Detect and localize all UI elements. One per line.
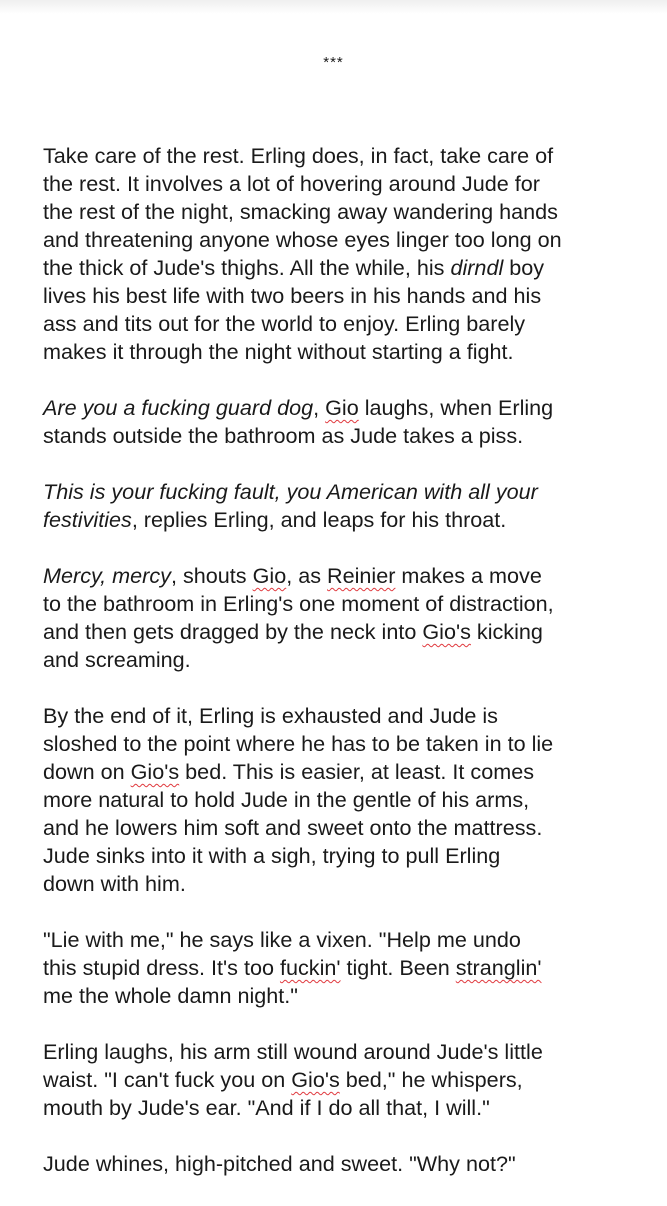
text-line [43, 394, 643, 422]
paragraph [43, 702, 643, 898]
text-line [43, 562, 643, 590]
text-line [43, 870, 643, 898]
text-line [43, 982, 643, 1010]
text-line [43, 926, 643, 954]
text-line [43, 170, 643, 198]
spellcheck-word: Gio's [130, 759, 180, 784]
paragraph [43, 1038, 643, 1122]
text-segment: makes it through the night without starting a fight. [43, 339, 514, 364]
text-segment: more natural to hold Jude in the gentle of his arms, [43, 787, 530, 812]
text-line [43, 1150, 643, 1178]
text-segment: and threatening anyone whose eyes linger too long on [43, 227, 562, 252]
text-segment: the rest. It involves a lot of hovering around Jude for [43, 171, 540, 196]
text-line [43, 702, 643, 730]
text-segment: and then gets dragged by the neck into [43, 619, 423, 644]
text-line [43, 254, 643, 282]
italic-text: This is your fucking fault, you American with all your [43, 479, 538, 504]
text-segment: the thick of Jude's thighs. All the while, his [43, 255, 451, 280]
text-line [43, 310, 643, 338]
text-line [43, 954, 643, 982]
spellcheck-word: fuckin' [279, 955, 341, 980]
text-segment: Erling laughs, his arm still wound around Jude's little [43, 1039, 543, 1064]
text-segment: , shouts [170, 563, 253, 588]
italic-text: dirndl [450, 255, 504, 280]
text-segment: Take care of the rest. Erling does, in fact, take care of [43, 143, 554, 168]
text-line [43, 506, 643, 534]
italic-text: festivities [43, 507, 132, 532]
text-line [43, 142, 643, 170]
spellcheck-word: Gio [252, 563, 287, 588]
text-segment: "Lie with me," he says like a vixen. "Help me undo [43, 927, 521, 952]
paragraph [43, 926, 643, 1010]
italic-text: Mercy, mercy [43, 563, 171, 588]
text-line [43, 338, 643, 366]
text-line [43, 1066, 643, 1094]
text-line [43, 226, 643, 254]
text-line [43, 422, 643, 450]
text-segment: boy [503, 255, 545, 280]
italic-text: Are you a fucking guard dog [43, 395, 314, 420]
paragraph [43, 562, 643, 674]
text-segment: to the bathroom in Erling's one moment of distraction, [43, 591, 554, 616]
text-segment: this stupid dress. It's too [43, 955, 280, 980]
text-segment: sloshed to the point where he has to be taken in to lie [43, 731, 554, 756]
paragraph [43, 394, 643, 450]
text-segment: , as [286, 563, 328, 588]
text-segment: tight. Been [340, 955, 456, 980]
text-segment: waist. "I can't fuck you on [43, 1067, 292, 1092]
text-segment: lives his best life with two beers in his hands and his [43, 283, 542, 308]
text-segment: Jude sinks into it with a sigh, trying to pull Erling [43, 843, 501, 868]
text-line [43, 730, 643, 758]
text-line [43, 646, 643, 674]
text-line [43, 282, 643, 310]
scene-separator: *** [323, 54, 344, 71]
text-segment: laughs, when Erling [358, 395, 554, 420]
text-segment: mouth by Jude's ear. "And if I do all that, I will." [43, 1095, 490, 1120]
text-segment: down with him. [43, 871, 186, 896]
text-line [43, 198, 643, 226]
text-segment: bed. This is easier, at least. It comes [179, 759, 535, 784]
spellcheck-word: Gio's [291, 1067, 340, 1092]
text-line [43, 758, 643, 786]
text-segment: stands outside the bathroom as Jude takes a piss. [43, 423, 524, 448]
text-segment: By the end of it, Erling is exhausted and Jude is [43, 703, 498, 728]
top-edge-shadow [0, 0, 667, 14]
spellcheck-word: Gio [325, 395, 359, 420]
text-segment: the rest of the night, smacking away wandering hands [43, 199, 558, 224]
text-segment: and he lowers him soft and sweet onto the mattress. [43, 815, 543, 840]
paragraph [43, 142, 643, 366]
text-segment: ass and tits out for the world to enjoy. Erling barely [43, 311, 526, 336]
text-segment: Jude whines, high-pitched and sweet. "Why not?" [43, 1151, 516, 1176]
text-segment: down on [43, 759, 131, 784]
text-line [43, 590, 643, 618]
text-segment: , [313, 395, 326, 420]
paragraph [43, 1150, 643, 1178]
text-line [43, 814, 643, 842]
text-line [43, 1038, 643, 1066]
paragraph [43, 478, 643, 534]
text-segment: and screaming. [43, 647, 191, 672]
text-segment: me the whole damn night." [43, 983, 298, 1008]
text-segment: , replies Erling, and leaps for his throat. [131, 507, 507, 532]
text-line [43, 478, 643, 506]
text-line [43, 618, 643, 646]
text-segment: bed," he whispers, [339, 1067, 523, 1092]
text-segment: makes a move [395, 563, 542, 588]
text-line [43, 1094, 643, 1122]
spellcheck-word: stranglin' [455, 955, 542, 980]
text-line [43, 842, 643, 870]
spellcheck-word: Reinier [327, 563, 396, 588]
story-text [43, 142, 643, 1206]
text-segment: kicking [470, 619, 543, 644]
spellcheck-word: Gio's [422, 619, 471, 644]
text-line [43, 786, 643, 814]
